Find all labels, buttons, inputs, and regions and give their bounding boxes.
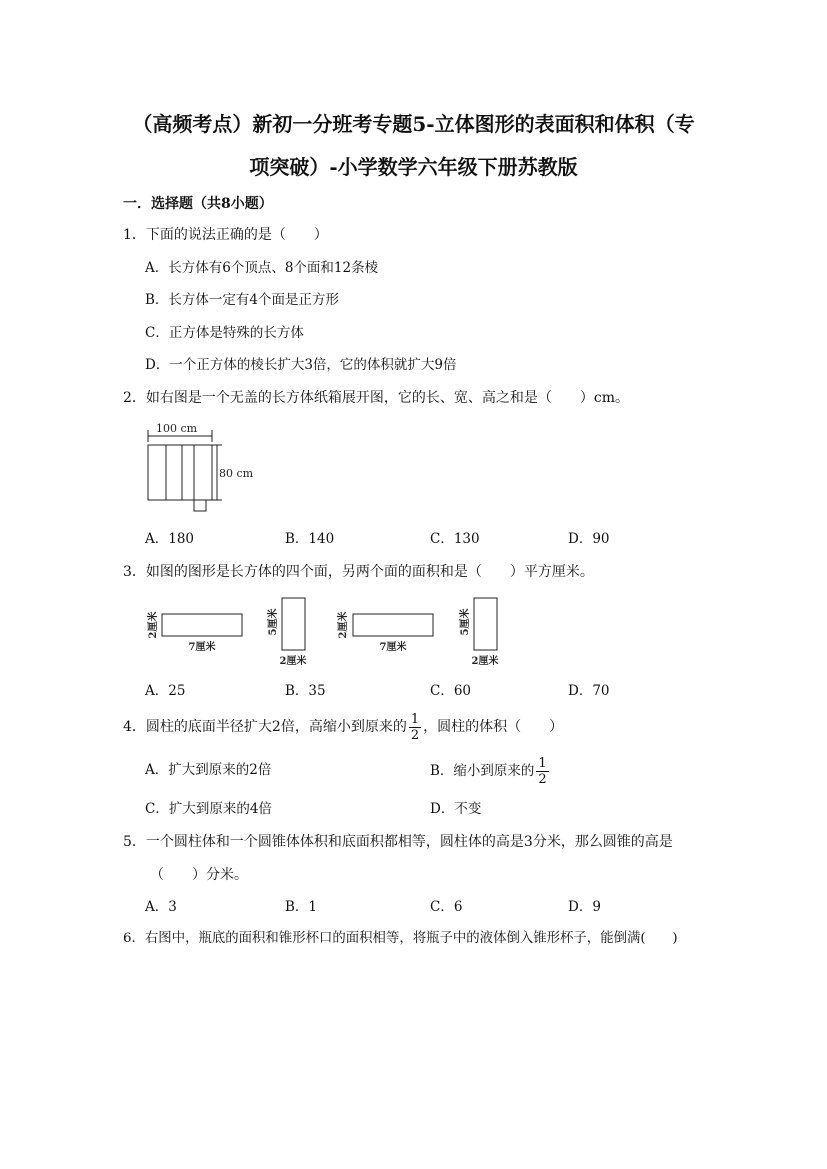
question-4-stem — [123, 712, 563, 742]
question-4-option-b-denominator: 2 — [538, 772, 547, 787]
question-1-stem: 1．下面的说法正确的是（ ） — [123, 227, 328, 243]
section-heading: 一．选择题（共8小题） — [123, 196, 273, 212]
question-2-net-figure — [140, 420, 270, 515]
question-3-face-3-bottom-label: 7厘米 — [379, 642, 407, 653]
question-3-face-1-side-label: 2厘米 — [148, 611, 159, 639]
question-2-stem: 2．如右图是一个无盖的长方体纸箱展开图，它的长、宽、高之和是（ ）cm。 — [123, 390, 630, 406]
question-3-face-2-side-label: 5厘米 — [268, 608, 279, 636]
question-3-option-d: D．70 — [568, 683, 610, 699]
question-2-option-b: B．140 — [285, 531, 335, 547]
question-3-face-4-side-label: 5厘米 — [460, 608, 471, 636]
question-1-option-a: A．长方体有6个顶点、8个面和12条棱 — [145, 260, 379, 276]
question-2-option-c: C．130 — [430, 531, 480, 547]
question-5-option-d: D．9 — [568, 899, 601, 915]
question-2-option-d: D．90 — [568, 531, 610, 547]
question-1-option-d: D．一个正方体的棱长扩大3倍，它的体积就扩大9倍 — [145, 357, 457, 373]
question-4-fraction-denominator: 2 — [410, 727, 420, 743]
question-3-option-a: A．25 — [145, 683, 186, 699]
question-3-face-2-bottom-label: 2厘米 — [279, 656, 307, 667]
question-6-stem: 6．右图中，瓶底的面积和锥形杯口的面积相等，将瓶子中的液体倒入锥形杯子，能倒满( ) — [123, 931, 678, 946]
question-1-option-b: B．长方体一定有4个面是正方形 — [145, 292, 340, 308]
question-4-option-b-text: B．缩小到原来的 — [430, 763, 535, 779]
question-4-option-c: C．扩大到原来的4倍 — [145, 801, 272, 817]
question-2-option-a: A．180 — [145, 531, 195, 547]
question-5-stem-line-2: （ ）分米。 — [150, 867, 248, 883]
question-4-fraction-numerator: 1 — [410, 711, 420, 727]
question-1-option-c: C．正方体是特殊的长方体 — [145, 325, 304, 341]
question-2-width-label: 100 cm — [156, 422, 198, 435]
question-4-option-a: A．扩大到原来的2倍 — [145, 762, 272, 778]
document-title-line-2: 项突破）-小学数学六年级下册苏教版 — [249, 155, 578, 179]
question-4-fraction — [409, 713, 421, 742]
question-5-option-a: A．3 — [145, 899, 177, 915]
question-2-height-label: 80 cm — [219, 467, 254, 480]
question-5-option-b: B．1 — [285, 899, 318, 915]
question-3-face-3-side-label: 2厘米 — [338, 611, 349, 639]
document-title-line-1: （高频考点）新初一分班考专题5-立体图形的表面积和体积（专 — [132, 112, 695, 136]
question-3-option-c: C．60 — [430, 683, 472, 699]
question-3-face-4-bottom-label: 2厘米 — [471, 656, 499, 667]
question-3-stem: 3．如图的图形是长方体的四个面，另两个面的面积和是（ ）平方厘米。 — [123, 564, 594, 580]
question-4-option-b-fraction — [536, 757, 548, 786]
question-4-stem-tail: ，圆柱的体积（ ） — [423, 719, 564, 735]
question-4-stem-text: 4．圆柱的底面半径扩大2倍，高缩小到原来的 — [123, 719, 407, 735]
question-3-face-1-bottom-label: 7厘米 — [188, 642, 216, 653]
question-5-stem-line-1: 5．一个圆柱体和一个圆锥体体积和底面积都相等，圆柱体的高是3分米，那么圆锥的高是 — [123, 834, 673, 850]
question-5-option-c: C．6 — [430, 899, 463, 915]
question-4-option-d: D．不变 — [430, 801, 482, 817]
question-4-option-b — [430, 756, 551, 786]
question-3-faces-figure — [140, 592, 520, 672]
question-4-option-b-numerator: 1 — [538, 756, 547, 771]
question-3-option-b: B．35 — [285, 683, 326, 699]
